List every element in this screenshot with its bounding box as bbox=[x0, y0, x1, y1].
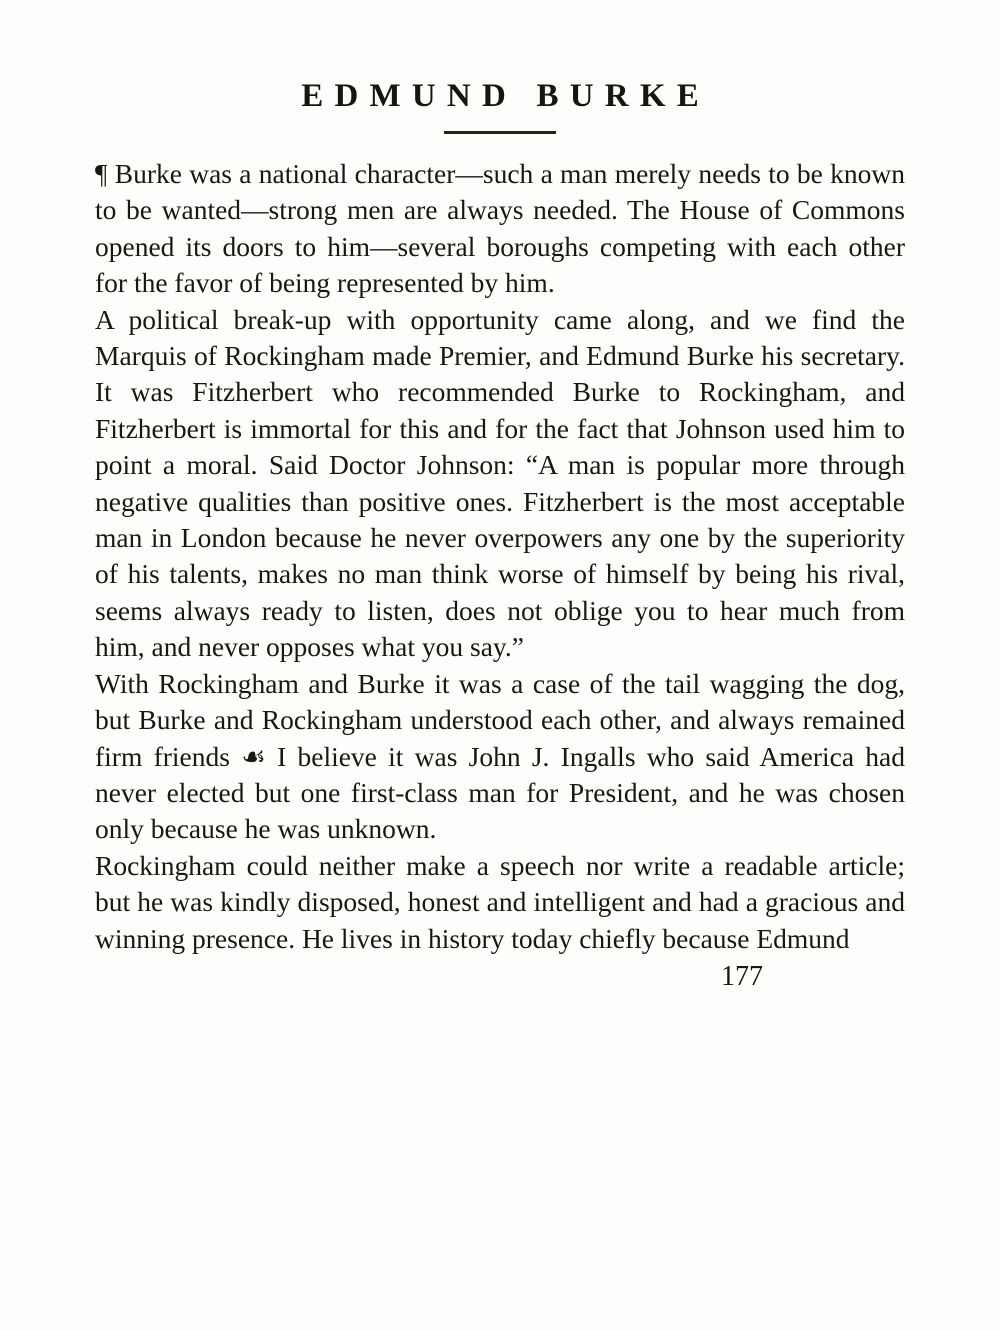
title-divider-rule bbox=[444, 131, 556, 134]
paragraph-1: ¶ Burke was a national character—such a man merely needs to be known to be wanted—strong men are always needed. The House of Commons opened its doors to him—several boroughs competing with each other for the favor of being represented by him. bbox=[95, 158, 905, 299]
page-title: EDMUND BURKE bbox=[301, 78, 710, 114]
page-number: 177 bbox=[721, 960, 763, 992]
paragraph-2: A political break-up with opportunity came along, and we find the Marquis of Rockingham made Premier, and Edmund Burke his secretary. It was Fitzherbert who recommended Burke to Rockingham, and Fitzherbert is immortal for this and for the fact that Johnson used him to point a moral. Said Doctor Johnson: “A man is popular more through negative qualities than positive ones. Fitzherbert is the most acceptable man in London because he never overpowers any one by the superiority of his talents, makes no man think worse of himself by being his rival, seems always ready to listen, does not oblige you to hear much from him, and never opposes what you say.” bbox=[95, 303, 905, 663]
paragraph-3: With Rockingham and Burke it was a case of the tail wagging the dog, but Burke and Rockingham understood each other, and always remained firm friends ☙ I believe it was John J. Ingalls who said America had never elected but one first-class man for President, and he was chosen only because he was unknown. bbox=[95, 667, 905, 845]
body-text bbox=[95, 156, 905, 957]
paragraph-4: Rockingham could neither make a speech nor write a readable article; but he was kindly disposed, honest and intelligent and had a gracious and winning presence. He lives in history today chiefly because Edmund bbox=[95, 849, 905, 954]
